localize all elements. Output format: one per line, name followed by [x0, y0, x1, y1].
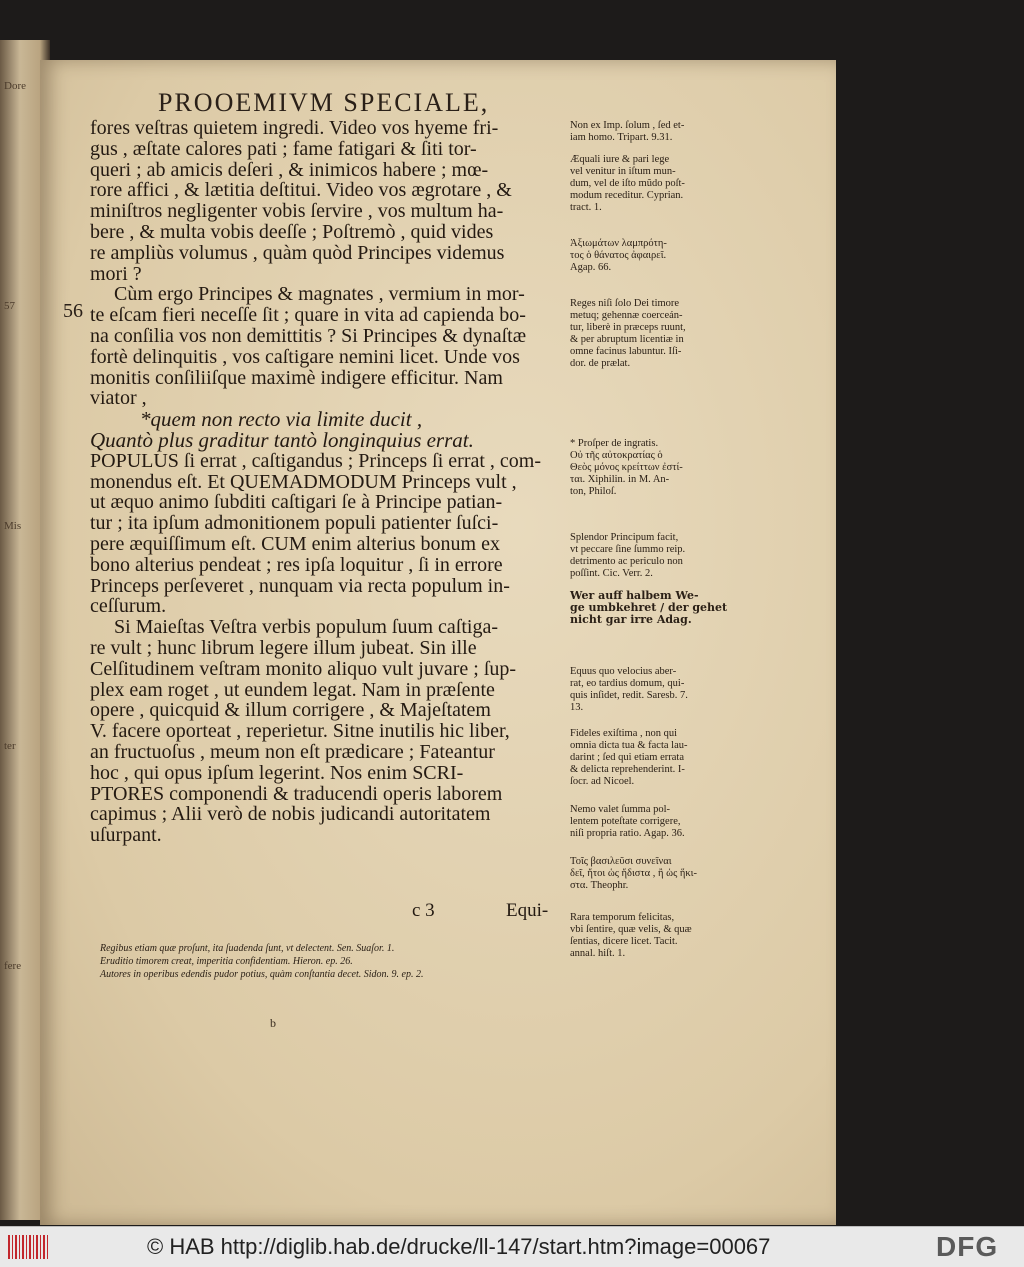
dfg-logo: DFG	[936, 1231, 999, 1262]
text-line: mori ?	[90, 262, 142, 285]
marginal-note	[570, 120, 712, 144]
marginal-note-line: omnia dicta tua & facta lau-	[570, 740, 688, 751]
text-line: pere æquiſſimum eſt. CUM enim alterius bonum ex	[90, 532, 500, 555]
marginal-note-line: modum receditur. Cyprian.	[570, 190, 684, 201]
marginal-note-line: Wer auff halbem We-	[570, 589, 699, 602]
marginal-note	[570, 532, 712, 580]
marginal-note-line: Agap. 66.	[570, 262, 612, 273]
footnote-line: Regibus etiam quæ proſunt, ita ſuadenda ſunt, vt delectent. Sen. Suaſor. 1.	[100, 943, 395, 954]
text-line: Princeps perſeveret , nunquam via recta populum in-	[90, 574, 510, 597]
marginal-note-line: vt peccare ſine ſummo reip.	[570, 544, 686, 555]
marginal-note	[570, 804, 712, 840]
marginal-note-line: omne facinus labuntur. Iſi-	[570, 346, 682, 357]
signature-mark: c 3	[412, 900, 435, 921]
marginal-note-line: poſſint. Cic. Verr. 2.	[570, 568, 653, 579]
hab-barcode-icon	[8, 1235, 48, 1259]
marginal-note	[570, 298, 712, 370]
text-line: re ampliùs volumus , quàm quòd Principes videmus	[90, 241, 505, 264]
marginal-note-line: ται. Xiphilin. in M. An-	[570, 474, 670, 485]
marginal-note-line: Θεὸς μόνος κρείττων ἐστί-	[570, 462, 683, 473]
marginal-note	[570, 728, 712, 788]
marginal-note-line: rat, eo tardius domum, qui-	[570, 678, 685, 689]
marginal-note-line: ſentias, dicere licet. Tacit.	[570, 936, 678, 947]
marginal-note-line: Ἀξιωμάτων λαμπρότη-	[570, 238, 667, 249]
main-text-block	[90, 118, 560, 846]
marginal-note-line: & per abruptum licentiæ in	[570, 334, 684, 345]
left-page-fragment: 57	[4, 300, 15, 312]
text-line: capimus ; Alii verò de nobis judicandi autoritatem	[90, 803, 491, 826]
marginal-note-line: & delicta reprehenderint. I-	[570, 764, 685, 775]
marginal-note-line: Non ex Imp. ſolum , ſed et-	[570, 120, 685, 131]
text-line: uſurpant.	[90, 824, 162, 847]
text-line: monitis conſiliiſque maximè indigere efficitur. Nam	[90, 366, 503, 389]
text-line: ceſſurum.	[90, 595, 167, 618]
marginal-note-line: quis inſidet, redit. Saresb. 7.	[570, 690, 688, 701]
marginal-note-line: Reges niſi ſolo Dei timore	[570, 298, 680, 309]
text-line: bono alterius pendeat ; res ipſa loquitur , ſi in errore	[90, 553, 503, 576]
marginal-note-line: dor. de prælat.	[570, 358, 631, 369]
marginal-note-line: ge umbkehret / der gehet	[570, 601, 728, 614]
left-page-fragment: ter	[4, 740, 16, 752]
marginal-note-line: lentem poteſtate corrigere,	[570, 816, 681, 827]
marginal-note-line: 13.	[570, 702, 584, 713]
text-line: POPULUS ſi errat , caſtigandus ; Princeps ſi errat , com-	[90, 449, 542, 472]
marginal-note	[570, 856, 712, 892]
marginal-note-line: dum, vel de iſto mũdo poſt-	[570, 178, 685, 189]
marginal-note-line: iam homo. Tripart. 9.31.	[570, 132, 673, 143]
marginal-note-line: στα. Theophr.	[570, 880, 629, 891]
text-line: PTORES componendi & traducendi operis laborem	[90, 782, 503, 805]
marginal-note-line: Splendor Principum facit,	[570, 532, 679, 543]
marginal-note-line: δεῖ, ἤτοι ὡς ἥδιστα , ἢ ὡς ἥκι-	[570, 868, 697, 879]
running-head: PROOEMIVM SPECIALE,	[158, 88, 490, 117]
marginal-note-line: τος ὁ θάνατος ἀφαιρεῖ.	[570, 250, 667, 261]
text-line: an fructuoſus , meum non eſt prædicare ; Fateantur	[90, 740, 495, 763]
footer-credit-link[interactable]: © HAB http://diglib.hab.de/drucke/ll-147/start.htm?image=00067	[147, 1234, 771, 1259]
footnote-line: Autores in operibus edendis pudor potius, quàm conſtantia decet. Sidon. 9. ep. 2.	[100, 969, 424, 980]
text-line: queri ; ab amicis deſeri , & inimicos habere ; mœ-	[90, 158, 489, 181]
left-page-fragment: Dore	[4, 80, 26, 92]
text-line: tur ; ita ipſum admonitionem populi patienter ſuſci-	[90, 512, 499, 535]
marginal-note	[570, 438, 712, 498]
text-line: fortè delinquitis , vos caſtigare nemini licet. Unde vos	[90, 345, 520, 368]
marginal-note-line: ſocr. ad Nicoel.	[570, 776, 635, 787]
text-line: bere , & multa vobis deeſſe ; Poſtremò , quid vides	[90, 220, 494, 243]
text-line: rore affici , & lætitia deſtitui. Video vos ægrotare , &	[90, 179, 512, 202]
marginal-note-line: Nemo valet ſumma pol-	[570, 804, 671, 815]
marginal-note	[570, 589, 728, 626]
marginal-note	[570, 238, 712, 274]
marginal-note-line: detrimento ac periculo non	[570, 556, 683, 567]
text-line: monendus eſt. Et QUEMADMODUM Princeps vult ,	[90, 470, 517, 493]
text-line: Celſitudinem veſtram monito aliquo vult juvare ; ſup-	[90, 657, 517, 680]
text-line: Si Maieſtas Veſtra verbis populum ſuum caſtiga-	[114, 616, 499, 639]
marginal-note-line: Fideles exiſtima , non qui	[570, 728, 678, 739]
text-line: na conſilia vos non demittitis ? Si Principes & dynaſtæ	[90, 324, 527, 347]
footnote-line: Eruditio timorem creat, imperitia confidentiam. Hieron. ep. 26.	[100, 956, 353, 967]
text-line: miniſtros negligenter vobis ſervire , vos multum ha-	[90, 200, 504, 223]
marginal-note-line: vel venitur in iſtum mun-	[570, 166, 676, 177]
text-line: gus , æſtate calores pati ; fame fatigari & ſiti tor-	[90, 137, 477, 160]
marginal-note-line: Τοῖς βασιλεῦσι συνεῖναι	[570, 856, 672, 867]
text-line: plex eam roget , ut eundem legat. Nam in præſente	[90, 678, 495, 701]
text-line: ut æquo animo ſubditi caſtigari ſe à Principe patian-	[90, 491, 503, 514]
marginal-note-line: darint ; ſed qui etiam errata	[570, 752, 684, 763]
marginal-note-line: tur, liberè in præceps ruunt,	[570, 322, 686, 333]
marginal-note	[570, 154, 712, 214]
text-line: opere , quicquid & illum corrigere , & Majeſtatem	[90, 699, 491, 722]
marginal-note-line: Οὐ τῆς αὐτοκρατίας ὁ	[570, 450, 663, 461]
footer-bar	[0, 1226, 1024, 1267]
marginal-note-line: nicht gar irre Adag.	[570, 613, 692, 626]
marginal-note-line: vbi ſentire, quæ velis, & quæ	[570, 924, 692, 935]
marginal-note	[570, 666, 712, 714]
margin-number: 56	[63, 300, 83, 322]
marginal-note-line: metuq; gehennæ coerceán-	[570, 310, 683, 321]
text-line: re vult ; hunc librum legere illum jubeat. Sin ille	[90, 636, 477, 659]
text-line: Cùm ergo Principes & magnates , vermium in mor-	[114, 283, 525, 306]
text-line: Quantò plus graditur tantò longinquius errat.	[90, 427, 474, 452]
marginal-note	[570, 912, 712, 960]
text-line: hoc , qui opus ipſum legerint. Nos enim SCRI-	[90, 761, 464, 784]
text-line: viator ,	[90, 387, 147, 410]
text-line: te eſcam fieri neceſſe ſit ; quare in vita ad capienda bo-	[90, 304, 526, 327]
marginal-note-line: niſi propria ratio. Agap. 36.	[570, 828, 685, 839]
page-signature-letter: b	[270, 1016, 276, 1030]
marginal-note-line: ton, Philoſ.	[570, 486, 617, 497]
text-line: V. facere oporteat , reperietur. Sitne inutilis hic liber,	[90, 720, 510, 743]
left-page-fragment: fere	[4, 960, 22, 972]
catchword: Equi-	[506, 900, 549, 921]
text-line: *quem non recto via limite ducit ,	[140, 407, 423, 432]
left-page-fragment: Mis	[4, 520, 22, 532]
marginal-note-line: * Proſper de ingratis.	[570, 438, 659, 449]
marginal-note-line: Æquali iure & pari lege	[570, 154, 670, 165]
text-line: fores veſtras quietem ingredi. Video vos hyeme fri-	[90, 117, 499, 139]
marginal-note-line: annal. hiſt. 1.	[570, 948, 626, 959]
marginal-note-line: Equus quo velocius aber-	[570, 666, 677, 677]
footnotes	[100, 942, 560, 981]
marginal-note-line: tract. 1.	[570, 202, 602, 213]
marginal-note-line: Rara temporum felicitas,	[570, 912, 675, 923]
